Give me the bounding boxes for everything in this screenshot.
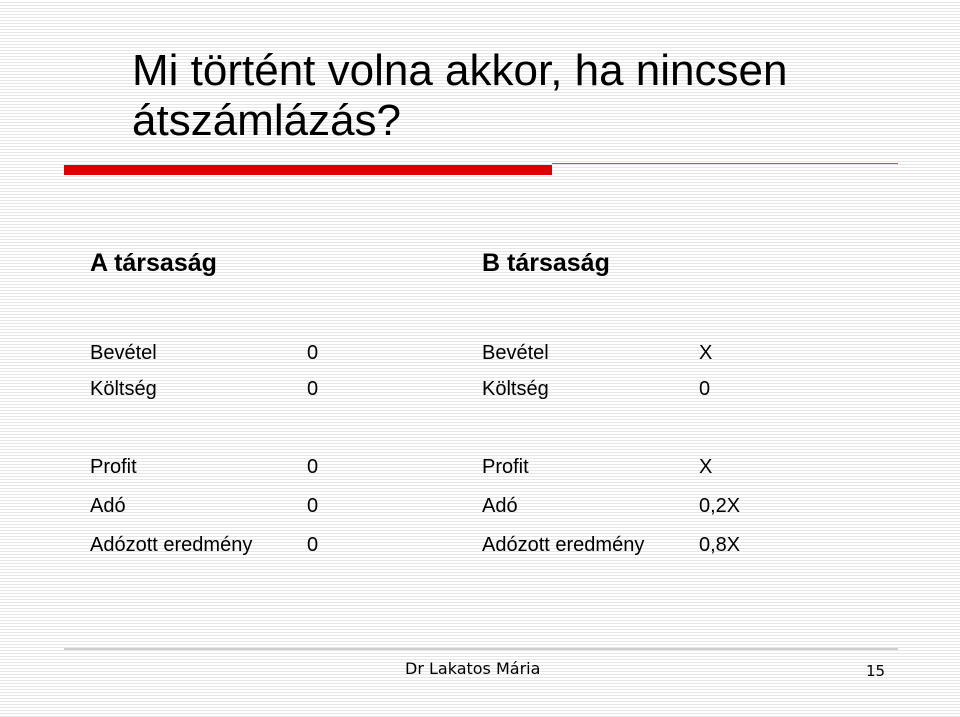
title-underline-red-bar	[64, 165, 552, 175]
company-b-net-income-value: 0,8X	[699, 534, 741, 556]
company-a-revenue-label: Bevétel	[90, 342, 157, 364]
company-a-heading: A társaság	[90, 249, 217, 277]
company-a-cost-label: Költség	[90, 378, 157, 400]
company-a-profit-label: Profit	[90, 456, 137, 478]
company-a-net-income-value: 0	[307, 534, 319, 556]
company-b-profit-label: Profit	[482, 456, 529, 478]
title-underline-thin-line	[552, 163, 898, 164]
company-b-heading: B társaság	[482, 249, 610, 277]
company-a-cost-value: 0	[307, 378, 319, 400]
company-b-cost-label: Költség	[482, 378, 549, 400]
company-a-revenue-value: 0	[307, 342, 319, 364]
company-b-tax-value: 0,2X	[699, 495, 741, 517]
company-b-revenue-value: X	[699, 342, 713, 364]
slide-page-number: 15	[866, 662, 886, 680]
slide-title-line-1: Mi történt volna akkor, ha nincsen	[132, 46, 788, 95]
company-a-profit-value: 0	[307, 456, 319, 478]
company-b-cost-value: 0	[699, 378, 711, 400]
slide-title-line-2: átszámlázás?	[132, 96, 402, 145]
company-a-tax-value: 0	[307, 495, 319, 517]
company-b-net-income-label: Adózott eredmény	[482, 534, 645, 556]
company-a-tax-label: Adó	[90, 495, 126, 517]
footer-divider	[64, 648, 898, 650]
slide-title	[132, 46, 912, 146]
company-b-revenue-label: Bevétel	[482, 342, 549, 364]
footer-author: Dr Lakatos Mária	[405, 659, 541, 678]
company-b-profit-value: X	[699, 456, 713, 478]
company-b-tax-label: Adó	[482, 495, 518, 517]
company-a-net-income-label: Adózott eredmény	[90, 534, 253, 556]
